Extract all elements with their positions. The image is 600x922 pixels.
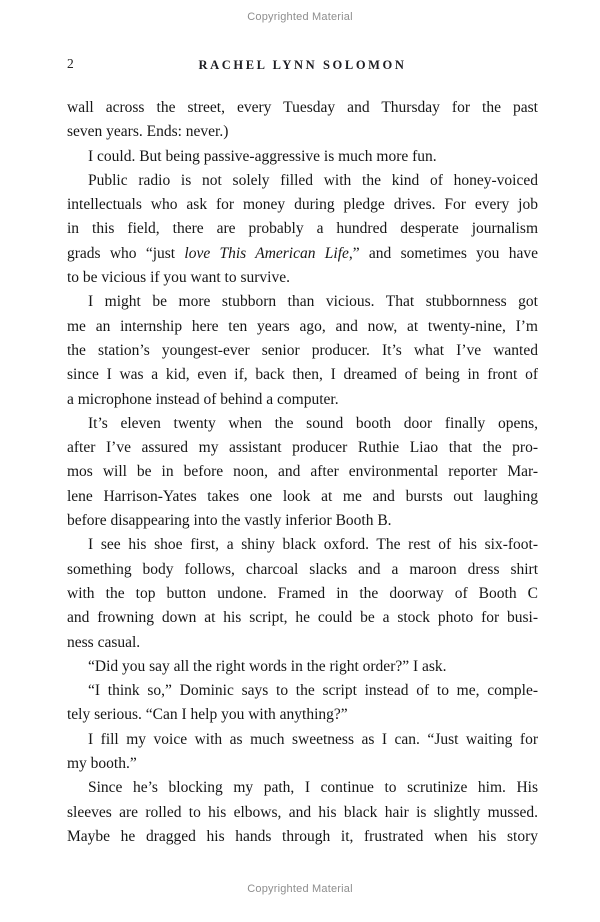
- paragraph: [67, 655, 538, 679]
- text-line: before disappearing into the vastly inferior Booth B.: [67, 512, 392, 530]
- text-line: mos will be in before noon, and after environmental reporter Mar-: [67, 463, 538, 481]
- text-line: in this field, there are probably a hundred desperate journalism: [67, 220, 538, 238]
- paragraph: [67, 169, 538, 290]
- paragraph: [67, 679, 538, 728]
- text-line: “I think so,” Dominic says to the script instead of to me, comple-: [88, 682, 538, 700]
- text-line: It’s eleven twenty when the sound booth door finally opens,: [88, 414, 538, 432]
- text-line: “Did you say all the right words in the right order?” I ask.: [88, 657, 447, 675]
- text-line: wall across the street, every Tuesday and Thursday for the past: [67, 99, 538, 116]
- text-line: the station’s youngest-ever senior producer. It’s what I’ve wanted: [67, 341, 538, 359]
- paragraph: [67, 290, 538, 411]
- text-line: I could. But being passive-aggressive is much more fun.: [88, 147, 437, 165]
- text-line: something body follows, charcoal slacks and a maroon dress shirt: [67, 560, 538, 578]
- text-line: I fill my voice with as much sweetness as I can. “Just waiting for: [88, 730, 538, 748]
- paragraph: [67, 776, 538, 849]
- text-line: a microphone instead of behind a computer.: [67, 390, 339, 408]
- page-body: [67, 96, 538, 849]
- paragraph: [67, 96, 538, 145]
- copyright-notice-top: Copyrighted Material: [247, 11, 353, 23]
- text-line: Since he’s blocking my path, I continue to scrutinize him. His: [88, 779, 538, 797]
- text-line: tely serious. “Can I help you with anything?”: [67, 706, 348, 724]
- text-line: lene Harrison-Yates takes one look at me and bursts out laughing: [67, 487, 538, 505]
- text-line: grads who “just love This American Life,” and sometimes you have: [67, 244, 538, 262]
- text-line: intellectuals who ask for money during pledge drives. For every job: [67, 196, 538, 214]
- text-line: sleeves are rolled to his elbows, and his black hair is slightly mussed.: [67, 803, 538, 821]
- copyright-notice-bottom: Copyrighted Material: [247, 883, 353, 895]
- text-line: with the top button undone. Framed in the doorway of Booth C: [67, 584, 538, 602]
- running-header: RACHEL LYNN SOLOMON: [198, 58, 407, 72]
- paragraph: [67, 728, 538, 777]
- text-line: and frowning down at his script, he could be a stock photo for busi-: [67, 609, 538, 627]
- text-line: seven years. Ends: never.): [67, 123, 229, 141]
- text-line: ness casual.: [67, 633, 141, 651]
- text-line: after I’ve assured my assistant producer Ruthie Liao that the pro-: [67, 439, 538, 457]
- text-line: my booth.”: [67, 755, 137, 773]
- paragraph: [67, 145, 538, 169]
- paragraph: [67, 412, 538, 533]
- text-line: I see his shoe first, a shiny black oxford. The rest of his six-foot-: [88, 536, 538, 554]
- text-line: to be vicious if you want to survive.: [67, 269, 290, 287]
- text-line: Maybe he dragged his hands through it, frustrated when his story: [67, 827, 538, 845]
- text-line: I might be more stubborn than vicious. That stubbornness got: [88, 293, 538, 311]
- text-line: Public radio is not solely filled with the kind of honey-voiced: [88, 171, 538, 189]
- page-header: [67, 56, 538, 73]
- text-line: since I was a kid, even if, back then, I dreamed of being in front of: [67, 366, 538, 384]
- text-line: me an internship here ten years ago, and now, at twenty-nine, I’m: [67, 317, 538, 335]
- page-number: 2: [67, 56, 74, 71]
- paragraph: [67, 533, 538, 654]
